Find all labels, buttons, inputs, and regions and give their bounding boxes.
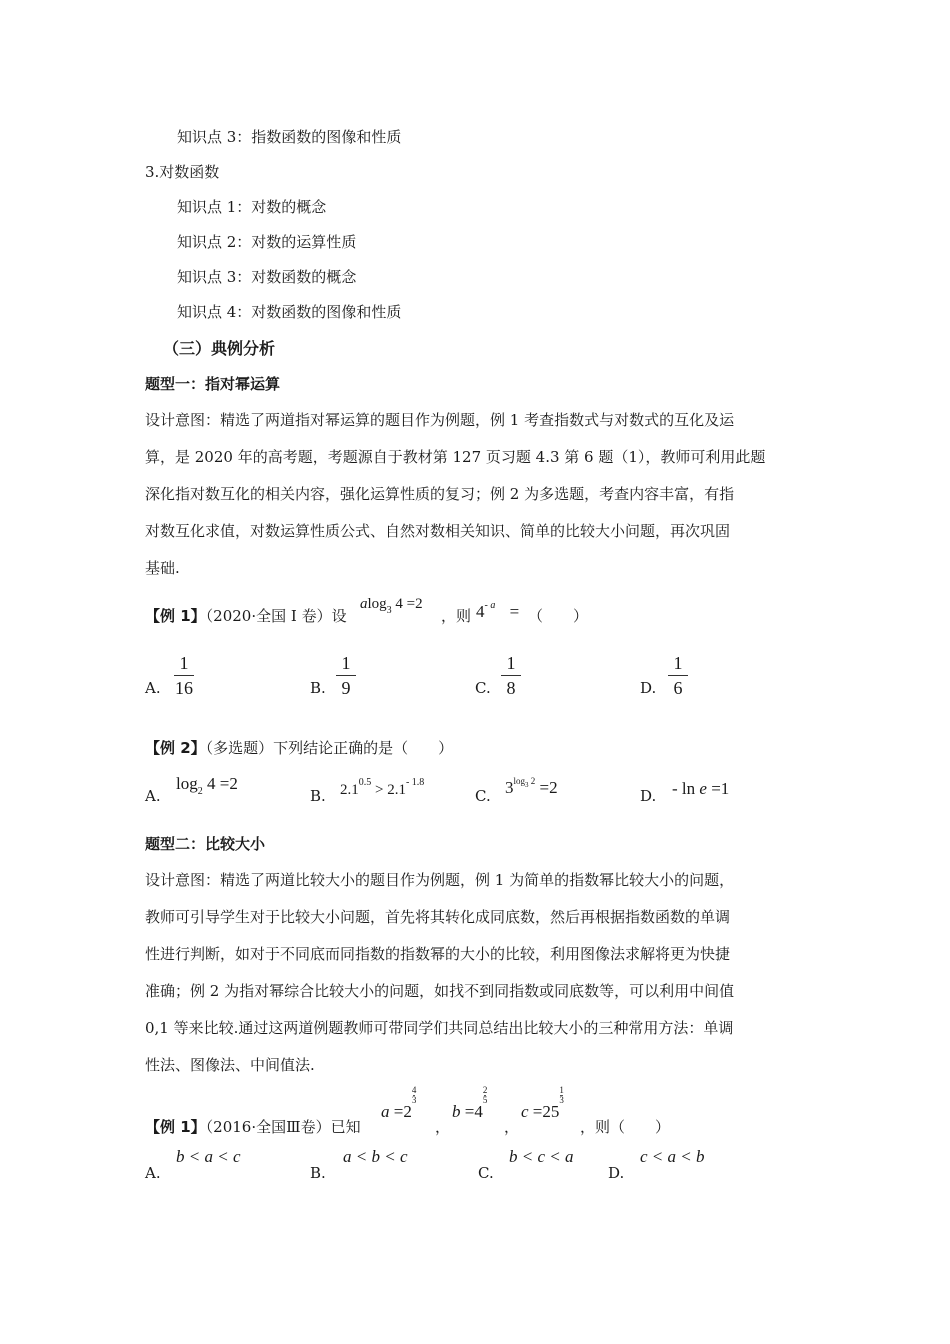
t2-ex1-b-def: $b =4\frac{2}{5}$ [452, 1085, 488, 1121]
t1-ex2-label: 【例 2】 [145, 739, 206, 757]
t1-ex1-option-a-fraction: 1 16 [175, 653, 193, 698]
t2-ex1-option-a-letter: A. [145, 1164, 161, 1182]
type1-design-line-5: 基础. [145, 559, 180, 577]
t1-ex2-option-d-expr: - ln e =1 [672, 779, 730, 798]
type2-design-line-5: 0,1 等来比较.通过这两道例题教师可带同学们共同总结出比较大小的三种常用方法：单调 [145, 1019, 734, 1037]
t1-ex1-label: 【例 1】 [145, 607, 206, 625]
type1-design-line-3: 深化指对数互化的相关内容，强化运算性质的复习；例 2 为多选题，考查内容丰富，有指 [145, 485, 735, 503]
t1-ex2-text: （多选题）下列结论正确的是（ ） [205, 739, 454, 757]
t1-ex2-option-b-expr: $2.1^{0.5} > 2.1^{- 1.8}$ [340, 777, 425, 798]
t1-ex1-source: （2020·全国 I 卷）设 [205, 607, 347, 625]
t1-ex1-option-d-letter: D. [640, 679, 657, 697]
t1-ex1-option-d-fraction: 1 6 [665, 652, 691, 699]
t2-ex1-option-c-expr: b < c < a [509, 1147, 574, 1166]
type2-design-line-1: 设计意图：精选了两道比较大小的题目作为例题，例 1 为简单的指数幂比较大小的问题， [145, 871, 735, 889]
t2-ex1-option-a-expr: b < a < c [176, 1147, 241, 1166]
t1-ex1-condition: alog$_3$ 4 =2 [360, 596, 423, 616]
outline-log-item-2: 知识点 2：对数的运算性质 [177, 233, 357, 251]
t2-ex1-sep-1: ， [435, 1118, 451, 1136]
t1-ex2-option-a-letter: A. [145, 787, 161, 805]
t1-ex1-then: ，则 [441, 607, 472, 625]
outline-log-item-1: 知识点 1：对数的概念 [177, 198, 327, 216]
t2-ex1-option-d-letter: D. [608, 1164, 625, 1182]
outline-section-3: 3.对数函数 [145, 163, 220, 181]
t1-ex2-option-d-letter: D. [640, 787, 657, 805]
t2-ex1-then: ，则（ ） [580, 1118, 671, 1136]
type2-design-line-2: 教师可引导学生对于比较大小问题，首先将其转化成同底数，然后再根据指数函数的单调 [145, 908, 731, 926]
type1-design-line-2: 算，是 2020 年的高考题，考题源自于教材第 127 页习题 4.3 第 6 题（1），教师可利用此题 [145, 448, 766, 466]
t2-ex1-label: 【例 1】 [145, 1118, 206, 1136]
section-heading: （三）典例分析 [163, 339, 276, 358]
t2-ex1-option-d-expr: c < a < b [640, 1147, 705, 1166]
t1-ex1-option-b-fraction: 1 9 [333, 652, 359, 699]
type2-design-line-3: 性进行判断，如对于不同底而同指数的指数幂的大小的比较，利用图像法求解将更为快捷 [145, 945, 731, 963]
type1-design-line-1: 设计意图：精选了两道指对幂运算的题目作为例题，例 1 考查指数式与对数式的互化及运 [145, 411, 735, 429]
t1-ex1-option-b-letter: B. [310, 679, 326, 697]
outline-log-item-3: 知识点 3：对数函数的概念 [177, 268, 357, 286]
t1-ex2-option-a-expr: $\log_2 4 =2$ [176, 774, 238, 797]
t2-ex1-sep-2: ， [504, 1118, 520, 1136]
t1-ex1-option-a-letter: A. [145, 679, 161, 697]
t1-ex1-stem [145, 606, 347, 626]
t2-ex1-c-def: $c =25\frac{1}{3}$ [521, 1085, 564, 1121]
t1-ex1-ask: $4^{- a}$ = [476, 600, 520, 621]
t1-ex2-option-c-letter: C. [475, 787, 491, 805]
t2-ex1-option-b-expr: a < b < c [343, 1147, 408, 1166]
outline-log-item-4: 知识点 4：对数函数的图像和性质 [177, 303, 402, 321]
t2-ex1-source: （2016·全国Ⅲ卷）已知 [205, 1118, 361, 1136]
type2-title: 题型二：比较大小 [145, 835, 266, 853]
t1-ex1-blank: （ ） [528, 607, 589, 625]
type2-design-line-4: 准确；例 2 为指对幂综合比较大小的问题，如找不到同指数或同底数等，可以利用中间值 [145, 982, 735, 1000]
t2-ex1-a-def: $a =2\frac{4}{3}$ [381, 1085, 417, 1121]
t1-ex2-option-c-expr: $3^{log_3 2} =2$ [505, 776, 558, 797]
t1-ex2-stem [145, 738, 453, 758]
outline-item-exp3: 知识点 3：指数函数的图像和性质 [177, 128, 402, 146]
t2-ex1-option-b-letter: B. [310, 1164, 326, 1182]
type2-design-line-6: 性法、图像法、中间值法. [145, 1056, 315, 1074]
t1-ex1-option-c-letter: C. [475, 679, 491, 697]
type1-design-line-4: 对数互化求值，对数运算性质公式、自然对数相关知识、简单的比较大小问题，再次巩固 [145, 522, 731, 540]
t2-ex1-option-c-letter: C. [478, 1164, 494, 1182]
t1-ex1-option-c-fraction: 1 8 [498, 652, 524, 699]
t2-ex1-stem [145, 1117, 361, 1137]
t1-ex2-option-b-letter: B. [310, 787, 326, 805]
type1-title: 题型一：指对幂运算 [145, 375, 281, 393]
